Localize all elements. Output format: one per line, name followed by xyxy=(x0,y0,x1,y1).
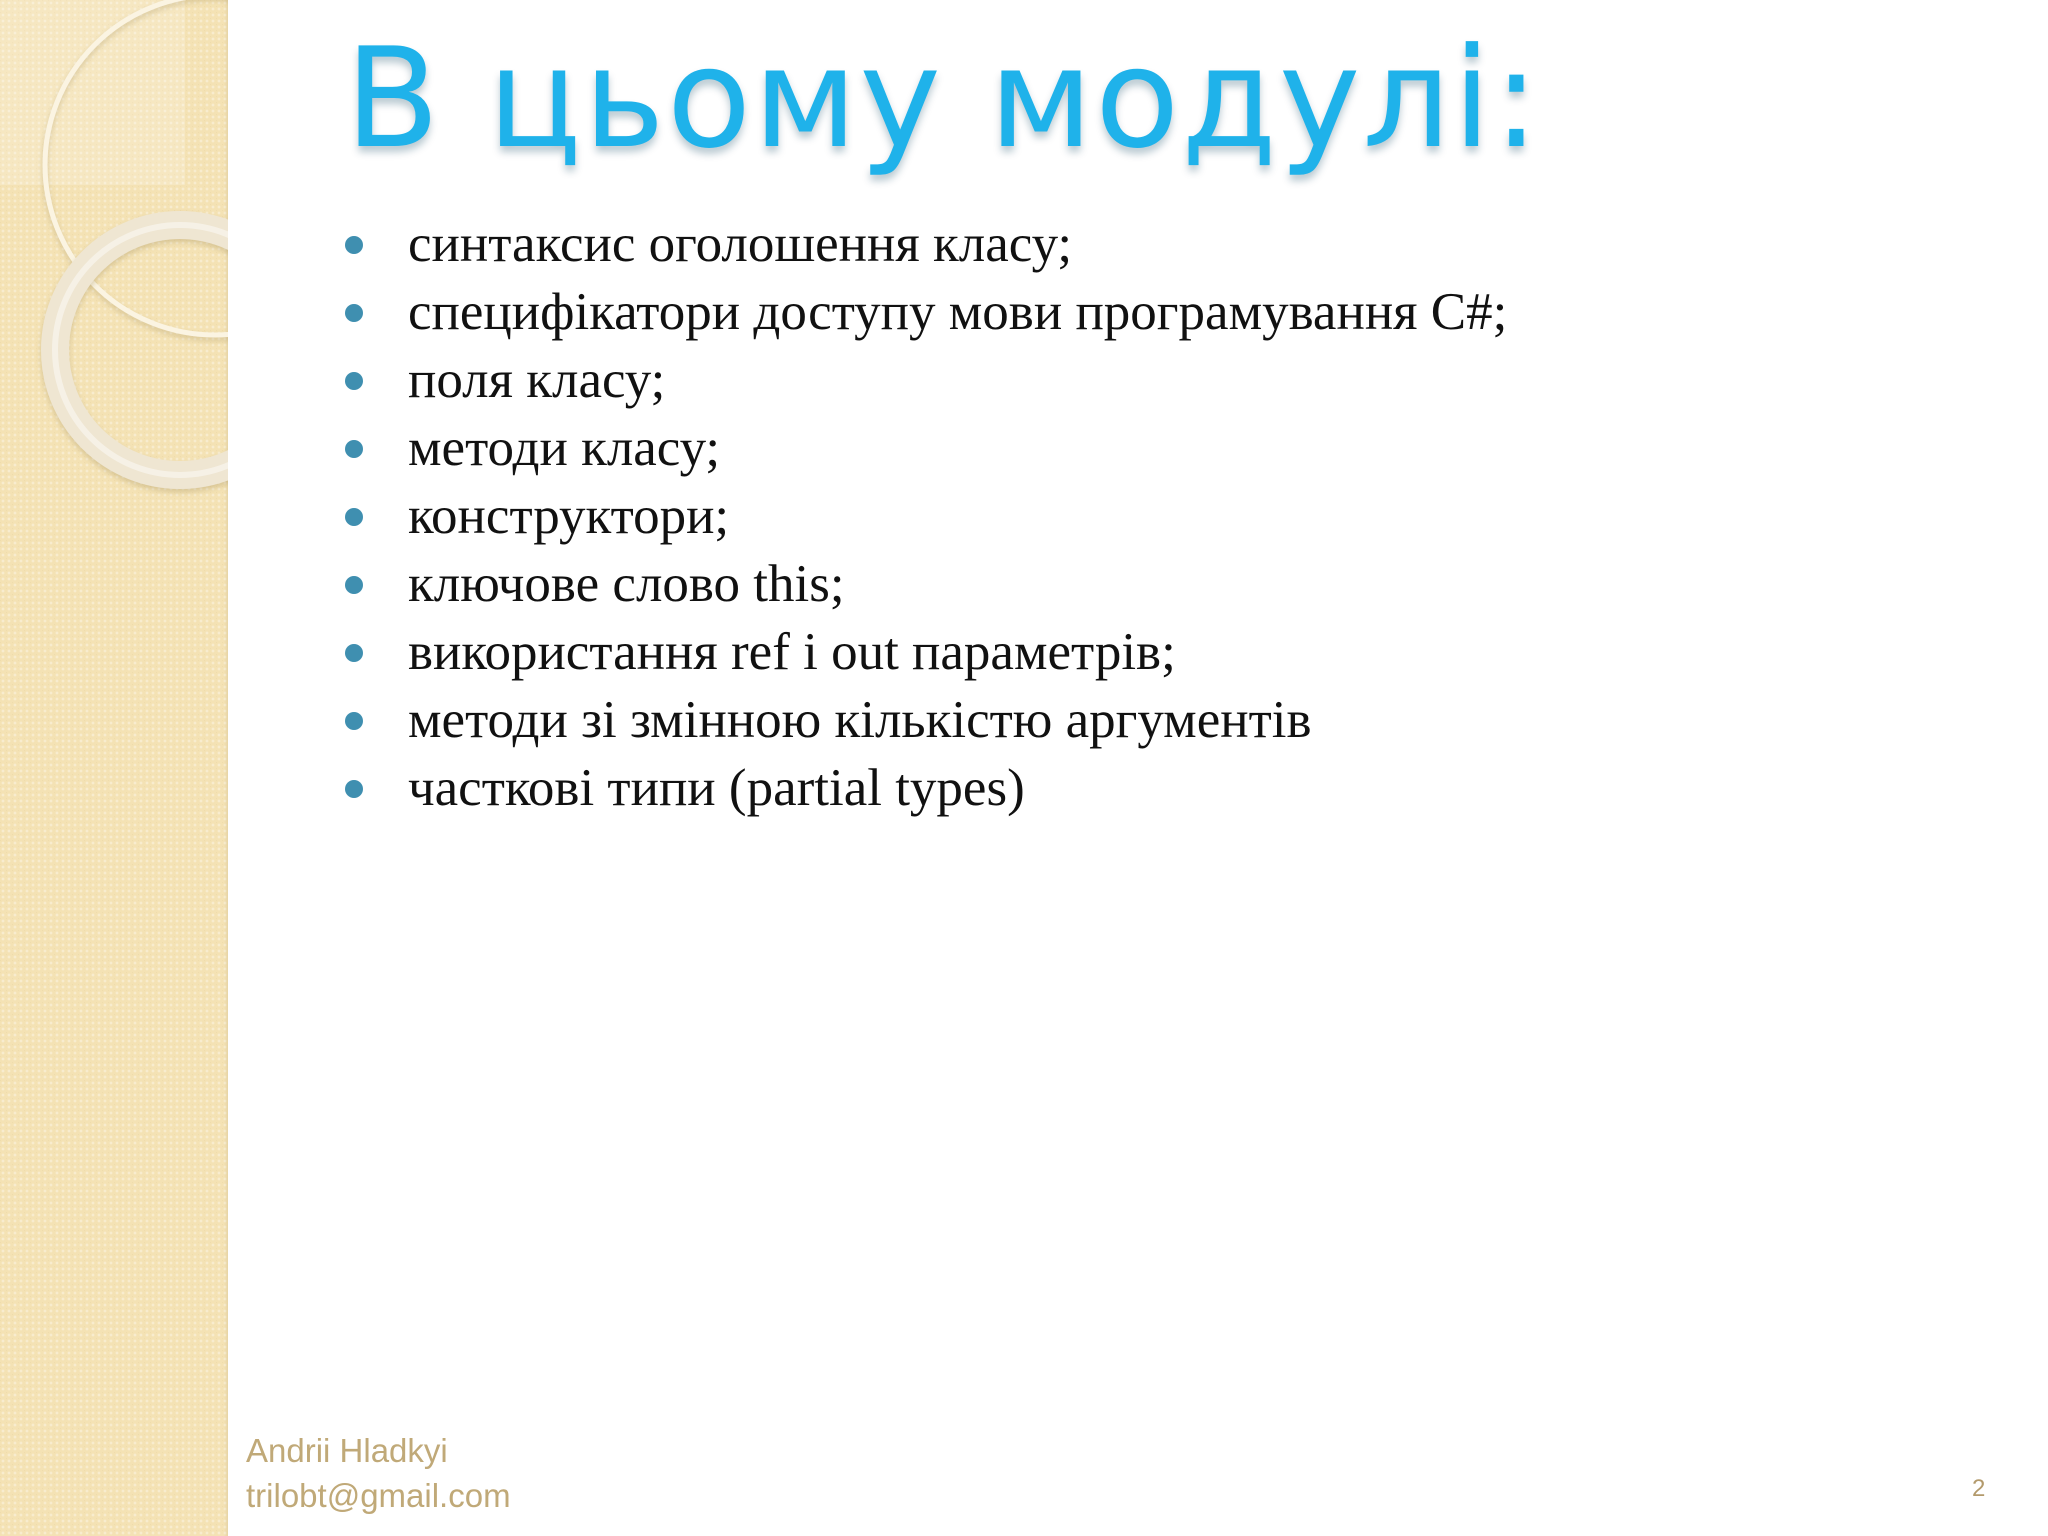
slide-title: В цьому модулі: xyxy=(345,18,1542,179)
bullet-icon xyxy=(345,440,363,458)
bullet-icon xyxy=(345,372,363,390)
list-item xyxy=(345,618,1507,686)
decorative-rings xyxy=(0,0,400,520)
bullet-text: часткові типи (partial types) xyxy=(408,759,1025,817)
bullet-list xyxy=(345,210,1507,822)
slide-footer xyxy=(246,1428,511,1518)
bullet-text: синтаксис оголошення класу; xyxy=(408,215,1073,273)
bullet-text: ключове слово this; xyxy=(408,555,845,613)
list-item xyxy=(345,278,1507,346)
bullet-text: поля класу; xyxy=(408,351,666,409)
bullet-text: використання ref і out параметрів; xyxy=(408,623,1176,681)
footer-author: Andrii Hladkyi xyxy=(246,1432,448,1469)
bullet-text: специфікатори доступу мови програмування C#; xyxy=(408,283,1508,341)
list-item xyxy=(345,754,1507,822)
page-number: 2 xyxy=(1972,1475,1986,1502)
bullet-icon xyxy=(345,508,363,526)
bullet-icon xyxy=(345,304,363,322)
list-item xyxy=(345,482,1507,550)
bullet-icon xyxy=(345,236,363,254)
bullet-icon xyxy=(345,644,363,662)
list-item xyxy=(345,550,1507,618)
bullet-text: конструктори; xyxy=(408,487,730,545)
list-item xyxy=(345,210,1507,278)
bullet-icon xyxy=(345,712,363,730)
bullet-icon xyxy=(345,576,363,594)
list-item xyxy=(345,414,1507,482)
bullet-icon xyxy=(345,780,363,798)
list-item xyxy=(345,686,1507,754)
footer-email: trilobt@gmail.com xyxy=(246,1477,511,1514)
bullet-text: методи класу; xyxy=(408,419,721,477)
bullet-text: методи зі змінною кількістю аргументів xyxy=(408,691,1312,749)
list-item xyxy=(345,346,1507,414)
